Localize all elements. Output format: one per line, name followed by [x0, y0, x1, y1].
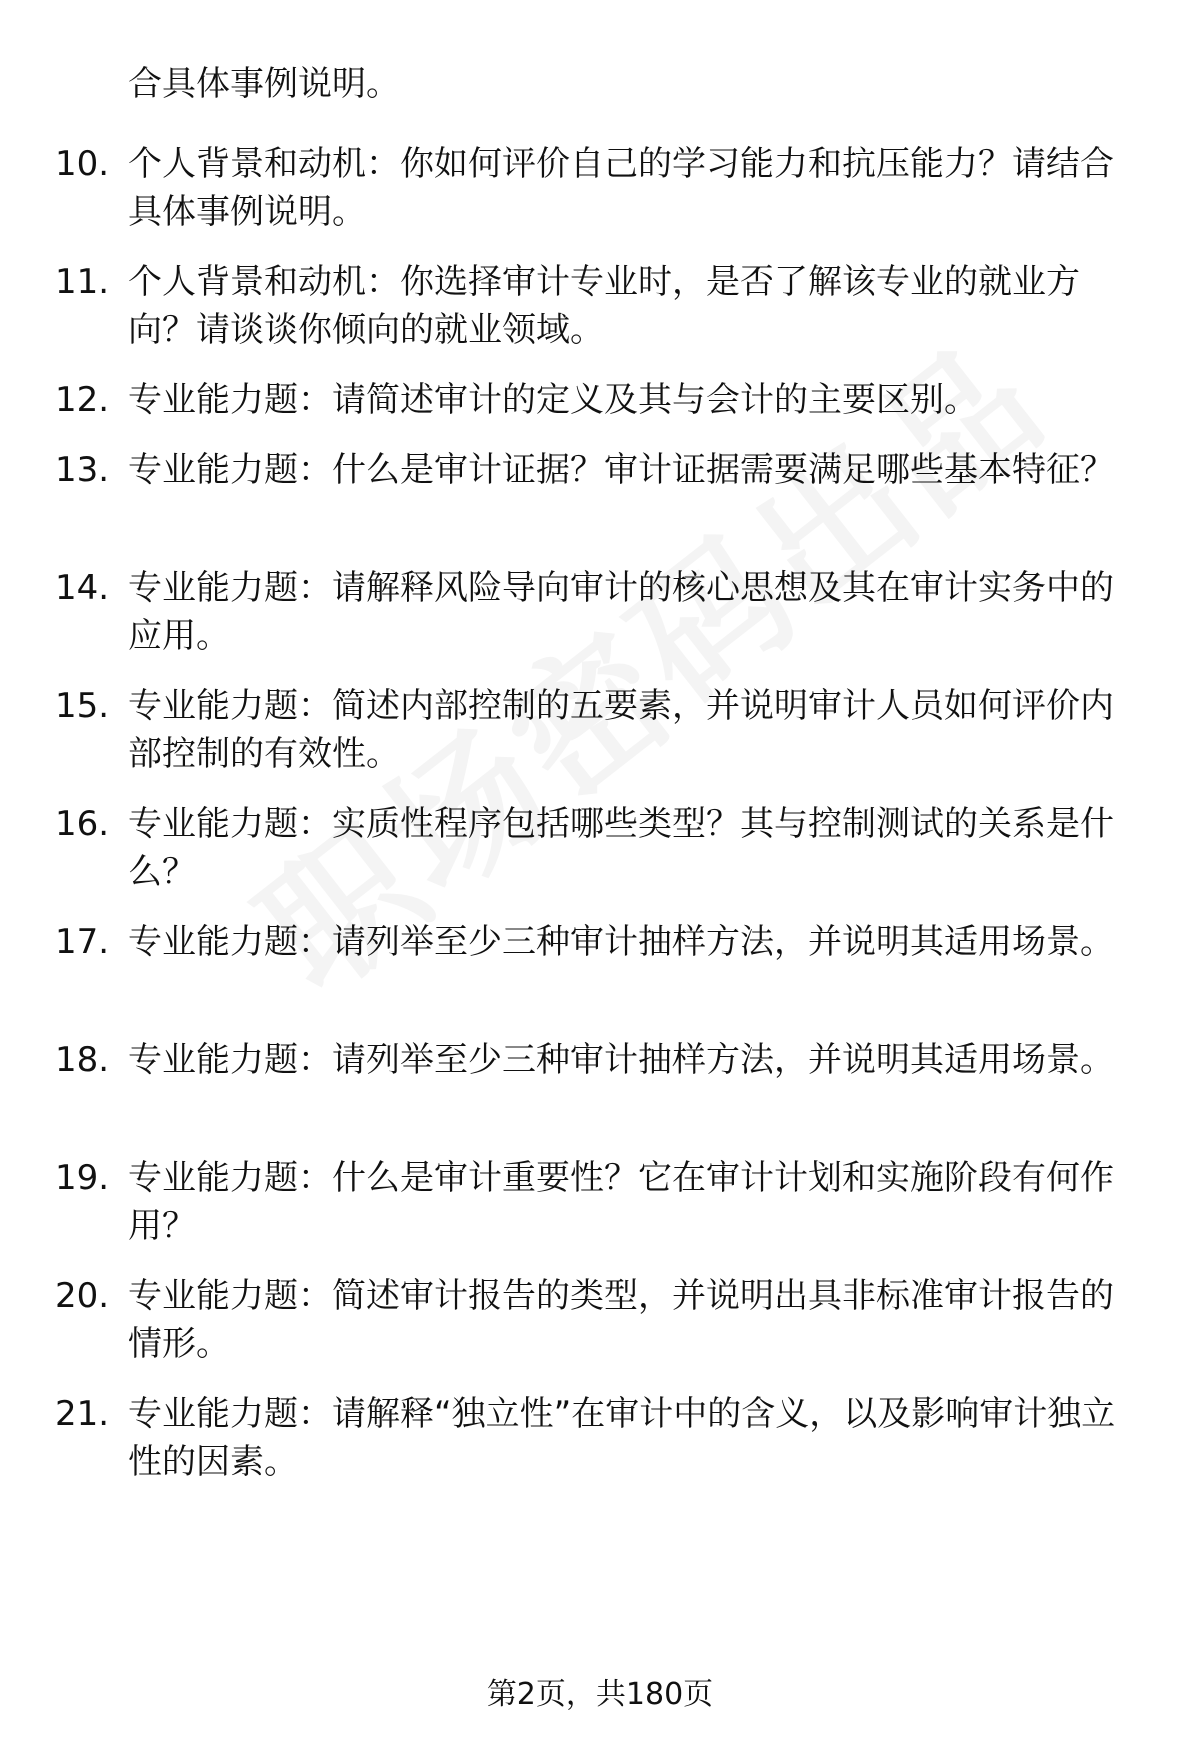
item-text: 专业能力题：简述内部控制的五要素，并说明审计人员如何评价内部控制的有效性。 [128, 686, 1114, 774]
item-text: 专业能力题：请解释风险导向审计的核心思想及其在审计实务中的应用。 [128, 568, 1114, 656]
item-text: 专业能力题：请列举至少三种审计抽样方法，并说明其适用场景。 [128, 1040, 1114, 1080]
list-item [0, 1272, 1138, 1368]
item-text: 个人背景和动机：你选择审计专业时，是否了解该专业的就业方向？请谈谈你倾向的就业领域。 [128, 262, 1080, 350]
item-number: 18. [55, 1040, 110, 1080]
item-text: 专业能力题：简述审计报告的类型，并说明出具非标准审计报告的情形。 [128, 1276, 1114, 1364]
item-number: 14. [55, 568, 110, 608]
item-number: 17. [55, 922, 110, 962]
list-item [0, 140, 1138, 236]
item-number: 11. [55, 262, 110, 302]
item-number: 15. [55, 686, 110, 726]
item-number: 13. [55, 450, 110, 490]
item-text: 个人背景和动机：你如何评价自己的学习能力和抗压能力？请结合具体事例说明。 [128, 144, 1114, 232]
item-text: 专业能力题：什么是审计重要性？它在审计计划和实施阶段有何作用？ [128, 1158, 1114, 1246]
list-item [0, 1036, 1138, 1084]
list-item [0, 564, 1138, 660]
item-text: 专业能力题：实质性程序包括哪些类型？其与控制测试的关系是什么？ [128, 804, 1114, 892]
list-item [0, 1390, 1138, 1486]
list-item [0, 918, 1138, 966]
list-item [0, 800, 1138, 896]
item-text: 专业能力题：什么是审计证据？审计证据需要满足哪些基本特征？ [128, 450, 1114, 490]
item-text: 专业能力题：请列举至少三种审计抽样方法，并说明其适用场景。 [128, 922, 1114, 962]
item-number: 20. [55, 1276, 110, 1316]
item-number: 16. [55, 804, 110, 844]
list-item [0, 258, 1138, 354]
item-number: 10. [55, 144, 110, 184]
item-text: 专业能力题：请解释“独立性”在审计中的含义，以及影响审计独立性的因素。 [128, 1394, 1116, 1482]
item-number: 12. [55, 380, 110, 420]
item-number: 19. [55, 1158, 110, 1198]
continued-text: 合具体事例说明。 [128, 64, 400, 104]
list-item [0, 446, 1138, 494]
item-text: 专业能力题：请简述审计的定义及其与会计的主要区别。 [128, 380, 978, 420]
page-number-footer: 第2页，共180页 [486, 1677, 714, 1712]
list-item [0, 1154, 1138, 1250]
item-number: 21. [55, 1394, 110, 1434]
list-item [0, 682, 1138, 778]
list-item [0, 376, 1138, 424]
